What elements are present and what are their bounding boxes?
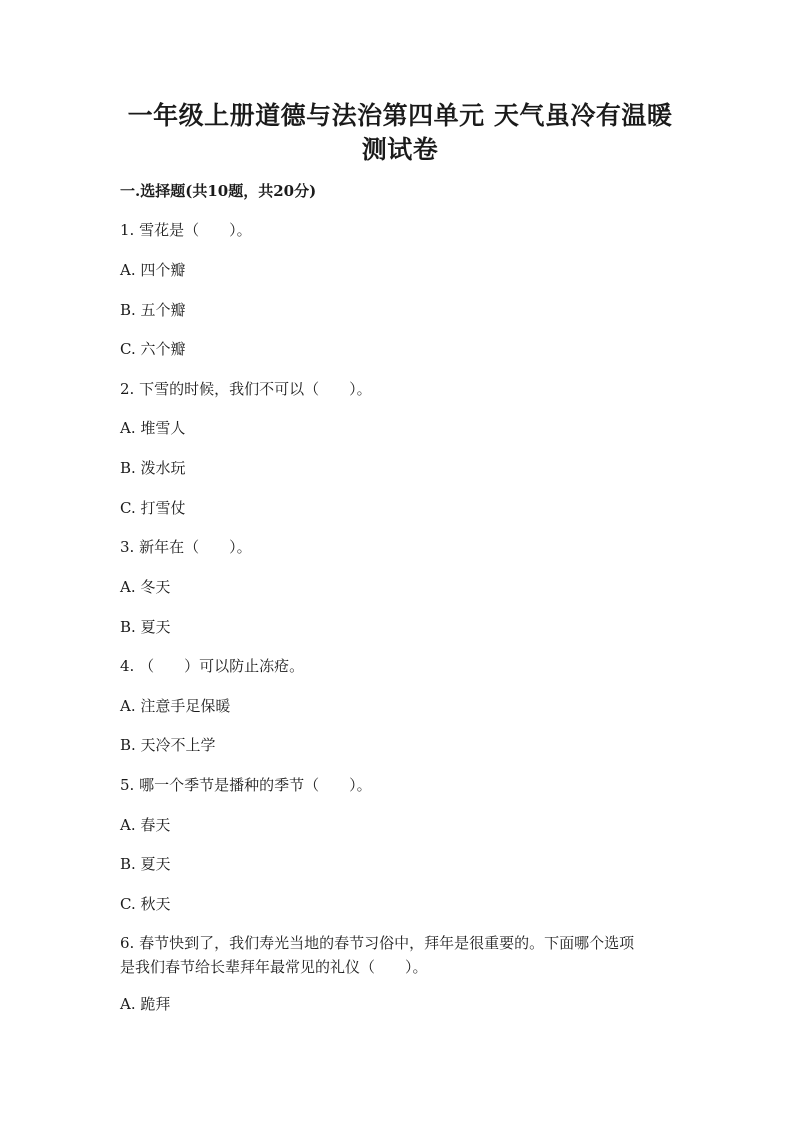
question-6-option-a: A. 跪拜 [120,995,171,1013]
question-6-stem-line1: 6. 春节快到了，我们寿光当地的春节习俗中，拜年是很重要的。下面哪个选项 [120,934,635,952]
page-title: 一年级上册道德与法治第四单元 天气虽冷有温暖 [127,101,673,130]
question-2-option-b: B. 泼水玩 [120,459,186,477]
question-5-option-c: C. 秋天 [120,895,171,913]
question-3-option-a: A. 冬天 [120,578,171,596]
question-6-stem-line2: 是我们春节给长辈拜年最常见的礼仪（ ）。 [120,958,428,976]
page-title-line2: 测试卷 [361,135,439,164]
question-4-option-b: B. 天冷不上学 [120,736,216,754]
question-2-option-c: C. 打雪仗 [120,499,186,517]
question-3-stem: 3. 新年在（ ）。 [120,538,252,556]
question-4-stem: 4. （ ）可以防止冻疮。 [120,657,305,675]
question-1-option-a: A. 四个瓣 [120,261,186,279]
question-5-option-a: A. 春天 [120,816,171,834]
question-5-stem: 5. 哪一个季节是播种的季节（ ）。 [120,776,372,794]
section-heading: 一.选择题(共10题，共20分) [120,182,317,200]
question-4-option-a: A. 注意手足保暖 [120,697,231,715]
question-2-stem: 2. 下雪的时候，我们不可以（ ）。 [120,380,372,398]
question-1-option-b: B. 五个瓣 [120,301,186,319]
question-2-option-a: A. 堆雪人 [120,419,186,437]
question-3-option-b: B. 夏天 [120,618,171,636]
question-1-stem: 1. 雪花是（ ）。 [120,221,252,239]
question-5-option-b: B. 夏天 [120,855,171,873]
question-1-option-c: C. 六个瓣 [120,340,186,358]
